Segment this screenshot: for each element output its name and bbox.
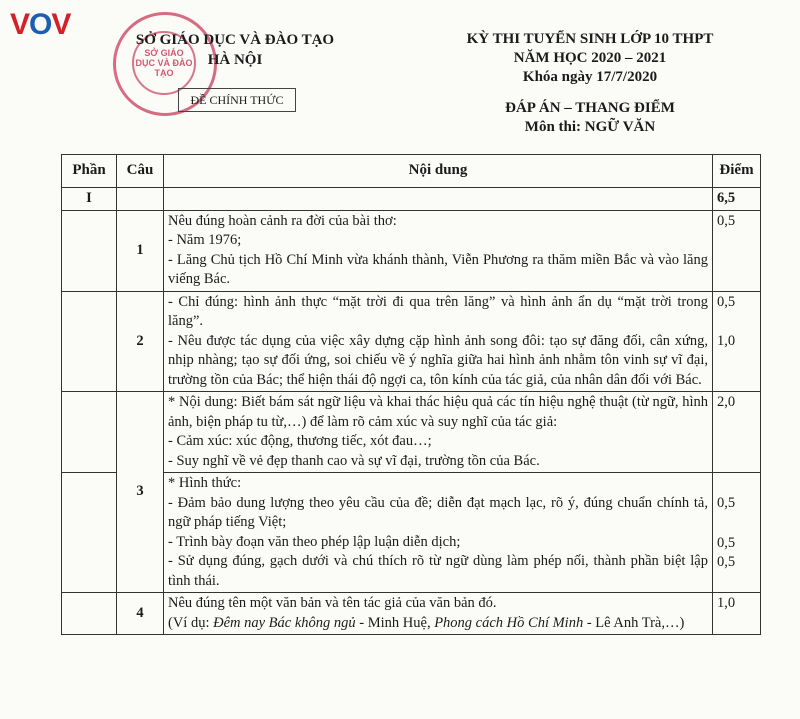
- city-name: HÀ NỘI: [207, 52, 263, 68]
- question-content: [164, 291, 713, 392]
- header-right: [420, 30, 760, 137]
- score-value: 0,5: [717, 495, 736, 511]
- content-line: - Cảm xúc: xúc động, thương tiếc, xót đau…;: [168, 433, 432, 449]
- exam-title: KỲ THI TUYỂN SINH LỚP 10 THPT: [466, 31, 714, 47]
- question-content: [164, 210, 713, 291]
- header-part: Phần: [62, 155, 117, 188]
- question-score: 0,5: [713, 210, 761, 291]
- question-content: [164, 593, 713, 635]
- table-row: [62, 291, 761, 392]
- question-score: [713, 291, 761, 392]
- score-value: 0,5: [717, 534, 736, 551]
- header-score: Điểm: [713, 155, 761, 188]
- school-year: NĂM HỌC 2020 – 2021: [513, 50, 667, 66]
- content-line: [168, 614, 708, 634]
- stamp-text: SỞ GIÁO DỤC VÀ ĐÀO TẠO: [132, 31, 196, 95]
- content-line: * Hình thức:: [168, 475, 242, 491]
- example-open: (Ví dụ:: [168, 614, 214, 631]
- score-value: 1,0: [717, 333, 736, 349]
- part-score: 6,5: [713, 188, 761, 211]
- department-name: SỞ GIÁO DỤC VÀ ĐÀO TẠO: [135, 32, 335, 48]
- content-line: - Suy nghĩ về vẻ đẹp thanh cao và sự vĩ đại, trường tồn của Bác.: [168, 452, 540, 469]
- part-row: [62, 188, 761, 211]
- answer-key-title: ĐÁP ÁN – THANG ĐIỂM: [505, 100, 675, 116]
- part-number: I: [62, 188, 117, 211]
- content-line: - Nêu được tác dụng của việc xây dựng cặp hình ảnh song đôi: tạo sự đăng đối, cân xứng, nhịp nhàng; tạo sự đối ứng, soi chiếu về ý nghĩa giữa hai hình ảnh nhằm tôn vinh sự vĩ đại, trường tồn của Bác; thể hiện thái độ ngợi ca, tôn kính của tác giả, của nhân dân đối với Bác.: [168, 332, 708, 388]
- logo-letter: O: [29, 8, 52, 41]
- question-number: 2: [117, 291, 164, 392]
- question-score: 2,0: [713, 392, 761, 473]
- content-line: - Lăng Chủ tịch Hồ Chí Minh vừa khánh thành, Viễn Phương ra thăm miền Bắc và vào lăng viếng Bác.: [168, 251, 708, 287]
- table-row: [62, 473, 761, 593]
- question-content: [164, 473, 713, 593]
- content-line: - Trình bày đoạn văn theo phép lập luận diễn dịch;: [168, 533, 461, 550]
- table-row: [62, 392, 761, 473]
- question-score: 1,0: [713, 593, 761, 635]
- header-content: Nội dung: [164, 155, 713, 188]
- content-line: - Sử dụng đúng, gạch dưới và chú thích rõ từ ngữ dùng làm phép nối, thành phần biệt lập tình thái.: [168, 553, 708, 589]
- example-author: - Lê Anh Trà,…): [583, 614, 685, 631]
- table-header-row: [62, 155, 761, 188]
- content-line: - Chỉ đúng: hình ảnh thực “mặt trời đi qua trên lăng” và hình ảnh ẩn dụ “mặt trời trong lăng”.: [168, 293, 708, 329]
- header-left: [110, 30, 360, 70]
- question-score: [713, 473, 761, 593]
- exam-date: Khóa ngày 17/7/2020: [522, 69, 658, 85]
- table-row: [62, 210, 761, 291]
- question-number: 4: [117, 593, 164, 635]
- subject: Môn thi: NGỮ VĂN: [524, 119, 656, 135]
- table-row: [62, 593, 761, 635]
- example-title: Phong cách Hồ Chí Minh: [434, 614, 584, 631]
- content-line: Nêu đúng hoàn cảnh ra đời của bài thơ:: [168, 212, 397, 229]
- logo-letter: V: [10, 8, 30, 41]
- official-label: ĐỀ CHÍNH THỨC: [178, 88, 296, 112]
- content-line: - Đảm bảo dung lượng theo yêu cầu của đề; diễn đạt mạch lạc, rõ ý, đúng chuẩn chính tả, ngữ pháp tiếng Việt;: [168, 494, 708, 530]
- answer-table: [61, 154, 761, 635]
- score-value: 0,5: [717, 554, 736, 570]
- vov-logo: [10, 8, 70, 42]
- score-value: 0,5: [717, 293, 736, 310]
- example-title: Đêm nay Bác không ngủ: [213, 614, 356, 631]
- question-content: [164, 392, 713, 473]
- question-number: 1: [117, 210, 164, 291]
- content-line: - Năm 1976;: [168, 232, 242, 248]
- content-line: Nêu đúng tên một văn bản và tên tác giả của văn bản đó.: [168, 595, 497, 611]
- logo-letter: V: [51, 8, 71, 41]
- example-author: - Minh Huệ,: [355, 614, 435, 631]
- content-line: * Nội dung: Biết bám sát ngữ liệu và khai thác hiệu quả các tín hiệu nghệ thuật (từ ngữ, hình ảnh, biện pháp tu từ,…) để làm rõ cảm xúc và suy nghĩ của tác giả:: [168, 394, 708, 430]
- header-question: Câu: [117, 155, 164, 188]
- question-number: 3: [117, 392, 164, 593]
